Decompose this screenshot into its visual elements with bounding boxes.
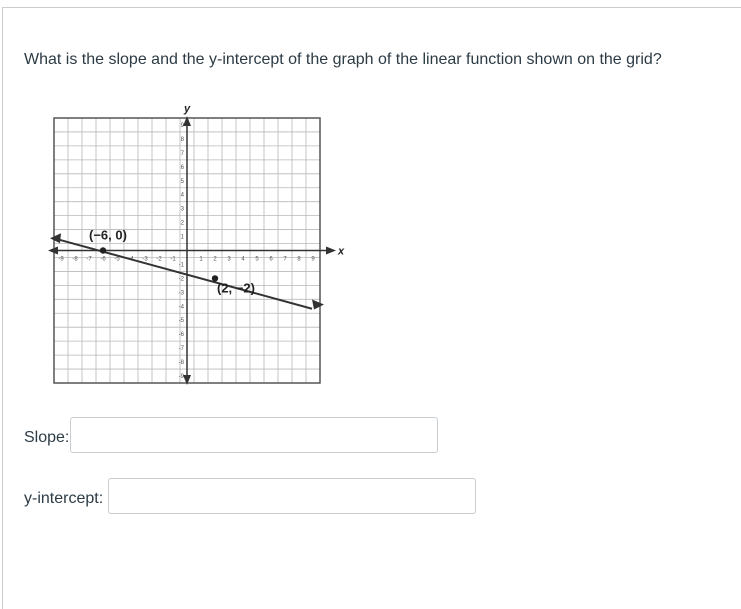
y-intercept-label: y-intercept: [24, 490, 104, 507]
y-tick-label: 4 [180, 192, 184, 199]
x-tick-label: 7 [283, 256, 287, 263]
x-tick-label: -6 [100, 256, 106, 263]
y-tick-label: -4 [178, 304, 184, 311]
y-tick-label: -6 [178, 332, 184, 339]
x-axis-label: x [338, 245, 345, 258]
y-tick-label: -8 [178, 360, 184, 367]
slope-input[interactable] [70, 417, 438, 453]
x-tick-label: -1 [170, 256, 176, 263]
x-tick-label: -5 [114, 256, 120, 263]
x-tick-label: 4 [241, 256, 245, 263]
y-tick-label: -5 [178, 318, 184, 325]
y-tick-label: 2 [180, 220, 184, 227]
line-arrow-right [312, 300, 324, 310]
x-tick-label: -9 [58, 256, 64, 263]
y-tick-label: 3 [180, 206, 184, 213]
y-tick-label: -2 [178, 276, 184, 283]
plotted-point [100, 247, 106, 253]
y-tick-label: -9 [178, 374, 184, 381]
question-text: What is the slope and the y-intercept of the graph of the linear function shown on the grid? [24, 51, 662, 68]
y-tick-label: 5 [180, 178, 184, 185]
x-tick-label: 9 [311, 256, 315, 263]
point-label: (2, −2) [217, 280, 255, 296]
coordinate-grid-graph [50, 100, 345, 390]
line-arrow-left [50, 233, 61, 243]
y-tick-label: -3 [178, 290, 184, 297]
x-tick-label: 2 [213, 256, 217, 263]
axes [48, 116, 336, 385]
x-axis-arrow-right [326, 247, 336, 255]
x-tick-label: 5 [255, 256, 259, 263]
x-tick-label: 6 [269, 256, 273, 263]
y-tick-label: 9 [180, 122, 184, 129]
function-line-segment [54, 238, 312, 311]
y-tick-label: 8 [180, 136, 184, 143]
x-tick-label: -7 [86, 256, 92, 263]
y-tick-label: 7 [180, 150, 184, 157]
x-tick-label: -3 [142, 256, 148, 263]
point-label: (−6, 0) [89, 227, 127, 243]
slope-label: Slope: [24, 429, 70, 446]
y-intercept-input[interactable] [108, 478, 476, 514]
y-tick-label: -1 [178, 262, 184, 269]
x-tick-label: 8 [297, 256, 301, 263]
x-tick-label: -8 [72, 256, 78, 263]
x-tick-label: 1 [199, 256, 203, 263]
y-tick-label: -7 [178, 346, 184, 353]
y-axis-label: y [184, 103, 191, 115]
x-tick-label: -2 [156, 256, 162, 263]
x-tick-label: 3 [227, 256, 231, 263]
y-tick-label: 1 [180, 234, 184, 241]
y-tick-label: 6 [180, 164, 184, 171]
x-axis-arrow-left [48, 247, 58, 255]
